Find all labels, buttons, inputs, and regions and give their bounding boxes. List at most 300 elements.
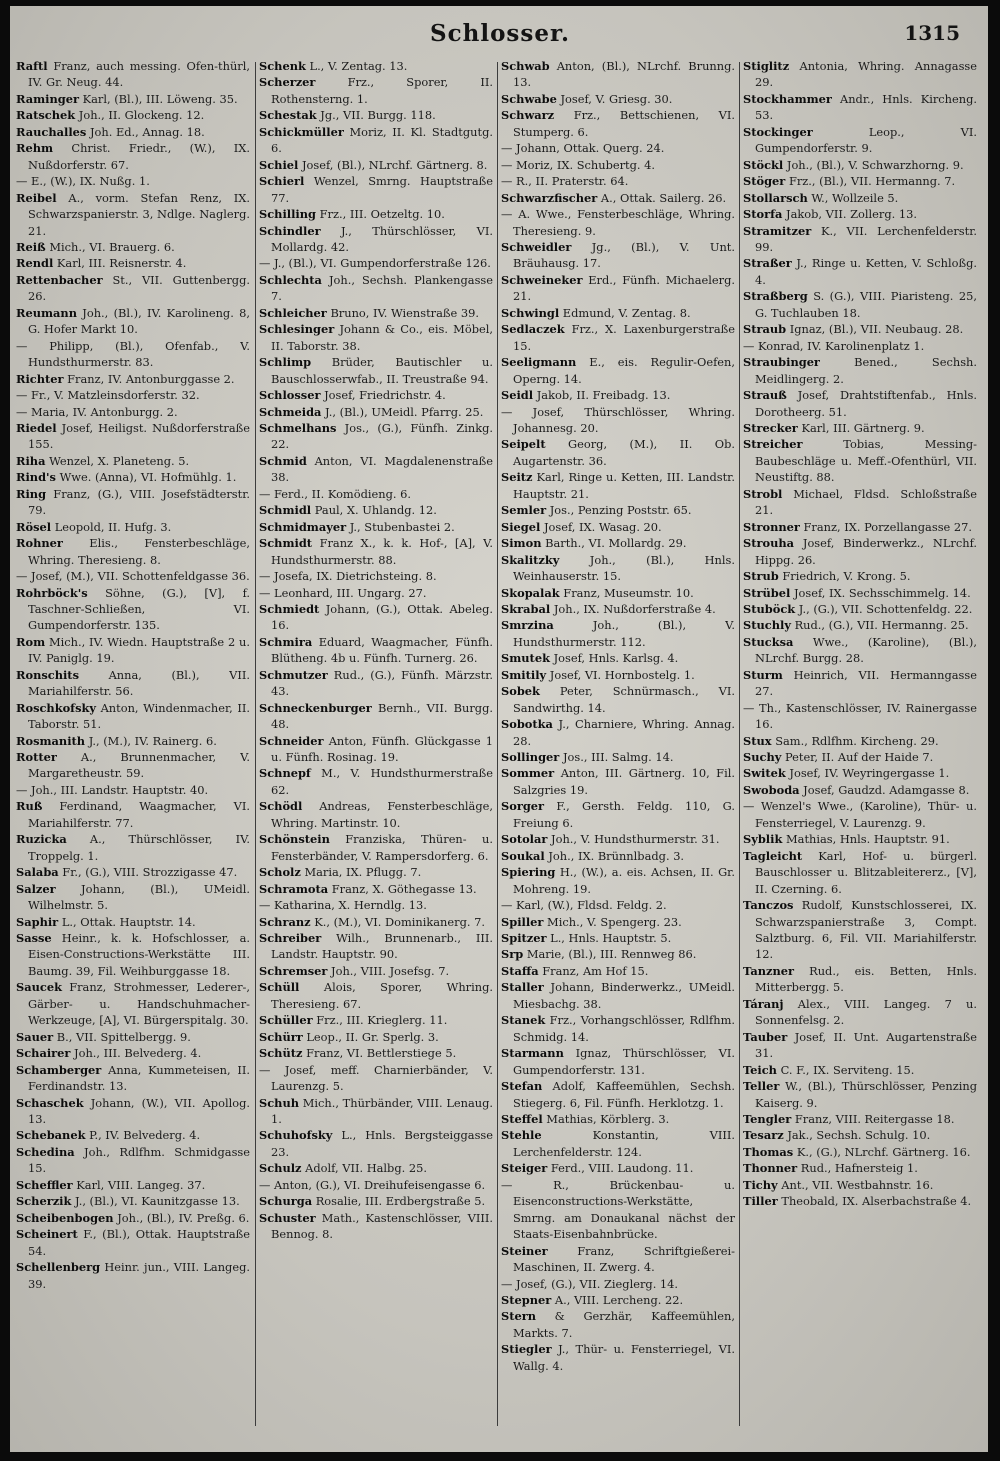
directory-entry xyxy=(16,864,250,880)
directory-entry xyxy=(501,519,735,535)
entry-details: Karl, VIII. Langeg. 37. xyxy=(76,1177,206,1192)
entry-name: Smitily xyxy=(501,667,547,682)
directory-entry xyxy=(501,206,735,239)
entry-name: Schürr xyxy=(259,1029,303,1044)
directory-entry xyxy=(743,255,977,288)
directory-entry xyxy=(16,1177,250,1193)
directory-entry xyxy=(16,1259,250,1292)
directory-page xyxy=(10,6,988,1452)
entry-name: Sorger xyxy=(501,799,545,814)
directory-entry xyxy=(259,58,493,74)
entry-name: Srp xyxy=(501,947,524,962)
entry-details: B., VII. Spittelbergg. 9. xyxy=(56,1029,191,1044)
directory-entry xyxy=(501,190,735,206)
entry-details: Josef, VI. Hornbostelg. 1. xyxy=(549,667,695,682)
entry-name: Tengler xyxy=(743,1112,792,1126)
entry-name: Schleicher xyxy=(259,305,327,320)
entry-name: Schuh xyxy=(259,1095,300,1110)
entry-details: Jg., (Bl.), V. Unt. Bräuhausg. 17. xyxy=(513,239,735,271)
entry-name: Salzer xyxy=(16,881,56,896)
directory-entry xyxy=(743,798,977,831)
entry-details: Barth., VI. Mollardg. 29. xyxy=(545,536,687,551)
directory-entry xyxy=(743,486,977,519)
entry-name: Schmidl xyxy=(259,503,312,518)
entry-name: Strub xyxy=(743,569,779,584)
entry-details: A., Brunnenmacher, V. Margaretheustr. 59. xyxy=(28,750,250,781)
entry-details: Leop., II. Gr. Sperlg. 3. xyxy=(306,1029,439,1044)
directory-entry xyxy=(16,733,250,749)
entry-details: Josef, Binderwerkz., NLrchf. Hippg. 26. xyxy=(755,536,977,567)
directory-entry xyxy=(259,568,493,584)
entry-details: Mich., Thürbänder, VIII. Lenaug. 1. xyxy=(271,1095,493,1126)
entry-details: Johann, Binderwerkz., UMeidl. Miesbachg. 38. xyxy=(513,980,735,1011)
entry-name: Reibel xyxy=(16,190,57,205)
directory-entry xyxy=(501,585,735,601)
entry-details: Heinrich, VII. Hermanngasse 27. xyxy=(755,667,977,699)
directory-entry xyxy=(501,91,735,107)
entry-name: Riedel xyxy=(16,420,57,435)
entry-details: Rud., (G.), Fünfh. Märzstr. 43. xyxy=(271,667,493,699)
directory-entry xyxy=(16,1226,250,1259)
entry-details: Karl, III. Reisnerstr. 4. xyxy=(56,256,187,271)
entry-name: Straub xyxy=(743,322,787,337)
entry-details: — Katharina, X. Herndlg. 13. xyxy=(259,898,427,913)
entry-details: — Anton, (G.), VI. Dreihufeisengasse 6. xyxy=(259,1177,486,1192)
entry-details: Andreas, Fensterbeschläge, Whring. Martinstr. 10. xyxy=(271,799,493,830)
directory-entry xyxy=(259,157,493,173)
entry-details: J., Thür- u. Fensterriegel, VI. Wallg. 4. xyxy=(513,1342,735,1373)
directory-entry xyxy=(16,585,250,634)
entry-name: Teich xyxy=(743,1062,777,1077)
directory-entry xyxy=(743,996,977,1029)
directory-entry xyxy=(501,321,735,354)
entry-details: Frz., X. Laxenburgerstraße 15. xyxy=(513,322,735,353)
entry-details: Marie, (Bl.), III. Rennweg 86. xyxy=(526,947,697,962)
directory-entry xyxy=(501,848,735,864)
directory-entry xyxy=(16,255,250,271)
directory-entry xyxy=(16,831,250,864)
entry-details: P., IV. Belvederg. 4. xyxy=(89,1128,201,1143)
entry-details: Frz., III. Oetzeltg. 10. xyxy=(319,207,445,222)
directory-entry xyxy=(501,272,735,305)
entry-details: L., Hnls. Hauptstr. 5. xyxy=(550,931,672,946)
entry-name: Schweidler xyxy=(501,239,572,254)
entry-details: H., (W.), a. eis. Achsen, II. Gr. Mohreng. 19. xyxy=(513,865,735,896)
directory-entry xyxy=(743,782,977,798)
entry-details: Mich., VI. Brauerg. 6. xyxy=(49,239,175,254)
entry-details: Bened., Sechsh. Meidlingerg. 2. xyxy=(755,355,977,386)
entry-name: Scheinert xyxy=(16,1227,78,1242)
directory-entry xyxy=(259,535,493,568)
entry-details: — A. Wwe., Fensterbeschläge, Whring. Theresieng. 9. xyxy=(501,207,735,238)
entry-name: Skalitzky xyxy=(501,552,560,567)
entry-details: Karl, (Bl.), III. Löweng. 35. xyxy=(82,91,238,106)
directory-entry xyxy=(259,404,493,420)
entry-details: Franz, Am Hof 15. xyxy=(542,963,649,978)
entry-name: Schlesinger xyxy=(259,322,335,337)
directory-entry xyxy=(16,140,250,173)
entry-name: Schütz xyxy=(259,1046,303,1061)
entry-name: Rendl xyxy=(16,256,54,271)
entry-name: Roschkofsky xyxy=(16,700,97,715)
directory-entry xyxy=(259,1177,493,1193)
directory-entry xyxy=(16,535,250,568)
entry-name: Schestak xyxy=(259,108,317,123)
entry-name: Schuhofsky xyxy=(259,1128,333,1143)
directory-entry xyxy=(16,1144,250,1177)
entry-details: Adolf, VII. Halbg. 25. xyxy=(305,1161,427,1176)
entry-details: Josef, Gaudzd. Adamgasse 8. xyxy=(803,782,970,797)
entry-details: Rud., eis. Betten, Hnls. Mitterbergg. 5. xyxy=(755,963,977,995)
entry-details: Karl, III. Gärtnerg. 9. xyxy=(801,420,925,435)
directory-entry xyxy=(259,1210,493,1243)
directory-entry xyxy=(16,1045,250,1061)
entry-name: Sotolar xyxy=(501,832,548,847)
directory-entry xyxy=(16,667,250,700)
directory-entry xyxy=(16,107,250,123)
entry-details: Josef, IX. Wasag. 20. xyxy=(543,519,662,534)
entry-details: Leop., VI. Gumpendorferstr. 9. xyxy=(755,124,977,156)
entry-details: Franziska, Thüren- u. Fensterbänder, V. Rampersdorferg. 6. xyxy=(271,832,493,863)
entry-name: Straßberg xyxy=(743,289,808,304)
entry-name: Stockhammer xyxy=(743,91,832,106)
entry-name: Schmiedt xyxy=(259,601,320,616)
entry-details: — Karl, (W.), Fldsd. Feldg. 2. xyxy=(501,898,667,913)
entry-details: Joh., (Bl.), IV. Preßg. 6. xyxy=(117,1210,250,1225)
entry-name: Rösel xyxy=(16,519,52,534)
entry-name: Switek xyxy=(743,766,786,781)
entry-details: Josef, Drahtstiftenfab., Hnls. Dorotheerg. 51. xyxy=(755,388,977,419)
entry-name: Tagleicht xyxy=(743,848,803,863)
entry-details: L., Ottak. Hauptstr. 14. xyxy=(61,914,196,929)
entry-name: Ruß xyxy=(16,799,43,814)
directory-entry xyxy=(16,453,250,469)
entry-name: Sommer xyxy=(501,766,555,781)
entry-details: Jos., (G.), Fünfh. Zinkg. 22. xyxy=(271,420,493,452)
entry-name: Stehle xyxy=(501,1128,542,1143)
directory-entry xyxy=(743,387,977,420)
entry-name: Seidl xyxy=(501,388,534,403)
entry-name: Tanczos xyxy=(743,898,794,913)
directory-entry xyxy=(501,946,735,962)
directory-entry xyxy=(501,140,735,156)
entry-name: Stockinger xyxy=(743,124,813,139)
entry-details: Frz., Bettschienen, VI. Stumperg. 6. xyxy=(513,108,735,139)
directory-entry xyxy=(501,404,735,437)
entry-name: Teller xyxy=(743,1079,780,1094)
directory-entry xyxy=(16,881,250,914)
entry-details: Elis., Fensterbeschläge, Whring. Theresieng. 8. xyxy=(28,536,250,567)
entry-name: Schairer xyxy=(16,1046,71,1061)
entry-name: Schmeida xyxy=(259,404,322,419)
entry-name: Salaba xyxy=(16,865,59,880)
entry-name: Schüll xyxy=(259,980,300,995)
entry-details: Brüder, Bautischler u. Bauschlosserwfab., II. Treustraße 94. xyxy=(271,355,493,386)
entry-name: Táranj xyxy=(743,996,784,1011)
entry-details: Johann, (G.), Ottak. Abeleg. 16. xyxy=(271,601,493,633)
entry-details: Theobald, IX. Alserbachstraße 4. xyxy=(781,1194,972,1209)
entry-details: Peter, Schnürmasch., VI. Sandwirthg. 14. xyxy=(513,684,735,715)
directory-entry xyxy=(259,305,493,321)
column-divider xyxy=(497,62,498,1426)
directory-entry xyxy=(743,831,977,847)
entry-details: Heinr., k. k. Hofschlosser, a. Eisen-Constructions-Werkstätte III. Baumg. 39, Fil. Weihburggasse 18. xyxy=(28,931,250,978)
entry-details: Leopold, II. Hufg. 3. xyxy=(54,519,172,534)
entry-name: Stollarsch xyxy=(743,190,808,205)
directory-entry xyxy=(259,223,493,256)
entry-name: Saphir xyxy=(16,914,59,929)
directory-entry xyxy=(16,338,250,371)
entry-details: Mathias, Körblerg. 3. xyxy=(546,1112,670,1126)
entry-name: Schranz xyxy=(259,914,311,929)
directory-entry xyxy=(16,173,250,189)
directory-entry xyxy=(743,157,977,173)
entry-details: — Josef, Thürschlösser, Whring. Johannesg. 20. xyxy=(501,404,735,435)
directory-entry xyxy=(259,897,493,913)
directory-entry xyxy=(16,91,250,107)
entry-details: — Philipp, (Bl.), Ofenfab., V. Hundsthurmerstr. 83. xyxy=(16,338,250,370)
entry-details: J., (G.), VII. Schottenfeldg. 22. xyxy=(798,601,973,616)
directory-entry xyxy=(16,58,250,91)
entry-name: Tichy xyxy=(743,1177,778,1192)
entry-details: Josef, V. Griesg. 30. xyxy=(560,91,673,106)
entry-name: Rotter xyxy=(16,750,57,765)
entry-details: Joh., Rdlfhm. Schmidgasse 15. xyxy=(28,1144,250,1176)
directory-entry xyxy=(501,831,735,847)
column-divider xyxy=(739,62,740,1426)
directory-entry xyxy=(16,700,250,733)
entry-name: Steiger xyxy=(501,1161,548,1176)
entry-details: W., (Bl.), Thürschlösser, Penzing Kaiserg. 9. xyxy=(755,1079,977,1110)
entry-name: Siegel xyxy=(501,519,541,534)
entry-details: Paul, X. Uhlandg. 12. xyxy=(314,503,437,518)
entry-name: Schramota xyxy=(259,881,329,896)
directory-entry xyxy=(16,124,250,140)
directory-entry xyxy=(16,1127,250,1143)
entry-name: Strübel xyxy=(743,585,791,600)
directory-entry xyxy=(501,617,735,650)
directory-entry xyxy=(501,716,735,749)
entry-details: K., VII. Lerchenfelderstr. 99. xyxy=(755,223,977,254)
entry-details: Friedrich, V. Krong. 5. xyxy=(782,569,911,584)
directory-entry xyxy=(16,782,250,798)
entry-details: Georg, (M.), II. Ob. Augartenstr. 36. xyxy=(513,437,735,468)
entry-name: Semler xyxy=(501,503,547,518)
directory-entry xyxy=(16,371,250,387)
directory-entry xyxy=(259,321,493,354)
directory-entry xyxy=(259,585,493,601)
entry-details: Frz., III. Krieglerg. 11. xyxy=(316,1013,448,1028)
page-title: Schlosser. xyxy=(430,20,570,47)
entry-name: Rauchalles xyxy=(16,124,87,139)
entry-name: Rettenbacher xyxy=(16,272,103,287)
entry-name: Skopalak xyxy=(501,585,560,600)
entry-details: Ignaz, (Bl.), VII. Neubaug. 28. xyxy=(789,322,964,337)
entry-details: Wilh., Brunnenarb., III. Landstr. Hauptstr. 90. xyxy=(271,931,493,962)
entry-name: Smrzina xyxy=(501,618,554,633)
entry-details: Joh., IX. Nußdorferstraße 4. xyxy=(553,601,716,616)
directory-entry xyxy=(501,963,735,979)
entry-name: Schaschek xyxy=(16,1095,84,1110)
directory-entry xyxy=(743,1177,977,1193)
entry-name: Sauer xyxy=(16,1029,54,1044)
entry-details: — Leonhard, III. Ungarg. 27. xyxy=(259,585,427,600)
entry-name: Schebanek xyxy=(16,1128,86,1143)
directory-entry xyxy=(743,585,977,601)
directory-entry xyxy=(259,930,493,963)
entry-details: J., Charniere, Whring. Annag. 28. xyxy=(513,717,735,748)
directory-entry xyxy=(259,502,493,518)
directory-entry xyxy=(259,420,493,453)
directory-entry xyxy=(743,1029,977,1062)
entry-name: Rom xyxy=(16,634,46,649)
directory-entry xyxy=(743,667,977,700)
entry-name: Straßer xyxy=(743,256,792,271)
entry-name: Stiegler xyxy=(501,1342,552,1357)
directory-entry xyxy=(259,700,493,733)
entry-name: Schwarzfischer xyxy=(501,190,598,205)
entry-details: Franz, X. Göthegasse 13. xyxy=(331,881,477,896)
directory-entry xyxy=(16,979,250,1028)
directory-entry xyxy=(743,1160,977,1176)
entry-details: Joh., (Bl.), IV. Karolineng. 8, G. Hofer Markt 10. xyxy=(28,305,250,337)
directory-entry xyxy=(743,223,977,256)
entry-details: — Fr., V. Matzleinsdorferstr. 32. xyxy=(16,388,200,403)
entry-details: Wwe., (Karoline), (Bl.), NLrchf. Burgg. 28. xyxy=(755,634,977,666)
entry-details: Mich., V. Spengerg. 23. xyxy=(547,914,682,929)
column-divider xyxy=(255,62,256,1426)
directory-entry xyxy=(501,650,735,666)
entry-details: — Joh., III. Landstr. Hauptstr. 40. xyxy=(16,782,209,797)
directory-entry xyxy=(16,239,250,255)
directory-entry xyxy=(259,881,493,897)
entry-name: Skrabal xyxy=(501,601,551,616)
entry-name: Schurga xyxy=(259,1194,313,1209)
entry-details: Josef, Friedrichstr. 4. xyxy=(324,388,446,403)
entry-name: Schmira xyxy=(259,634,313,649)
directory-entry xyxy=(501,914,735,930)
directory-entry xyxy=(16,1210,250,1226)
directory-entry xyxy=(501,1276,735,1292)
directory-entry xyxy=(743,601,977,617)
entry-details: Franz X., k. k. Hof-, [A], V. Hundsthurmerstr. 88. xyxy=(271,536,493,567)
entry-details: Wwe. (Anna), VI. Hofmühlg. 1. xyxy=(59,470,237,485)
entry-name: Riha xyxy=(16,453,46,468)
directory-entry xyxy=(743,617,977,633)
directory-entry xyxy=(501,864,735,897)
entry-name: Schmelhans xyxy=(259,420,337,435)
entry-details: Michael, Fldsd. Schloßstraße 21. xyxy=(755,486,977,518)
entry-name: Sobotka xyxy=(501,717,553,732)
entry-name: Suchy xyxy=(743,750,782,765)
entry-name: Reumann xyxy=(16,305,77,320)
entry-details: Wenzel, Smrng. Hauptstraße 77. xyxy=(271,174,493,205)
directory-entry xyxy=(16,1095,250,1128)
directory-entry xyxy=(259,124,493,157)
directory-entry xyxy=(501,173,735,189)
directory-entry xyxy=(259,1127,493,1160)
entry-name: Schierl xyxy=(259,174,305,189)
directory-entry xyxy=(501,535,735,551)
entry-details: Frz., Vorhangschlösser, Rdlfhm. Schmidg. 14. xyxy=(513,1013,735,1044)
entry-details: St., VII. Guttenbergg. 26. xyxy=(28,272,250,304)
entry-details: Rosalie, III. Erdbergstraße 5. xyxy=(315,1194,486,1209)
entry-name: Schenk xyxy=(259,59,306,73)
entry-details: J., (Bl.), UMeidl. Pfarrg. 25. xyxy=(325,404,484,419)
directory-entry xyxy=(501,502,735,518)
entry-name: Schneider xyxy=(259,733,324,748)
entry-details: A., Thürschlösser, IV. Troppelg. 1. xyxy=(28,832,250,863)
entry-details: Johann, (W.), VII. Apollog. 13. xyxy=(28,1095,250,1126)
entry-name: Strauß xyxy=(743,388,787,403)
directory-entry xyxy=(259,979,493,1012)
directory-entry xyxy=(16,634,250,667)
directory-entry xyxy=(743,354,977,387)
directory-entry xyxy=(259,1062,493,1095)
entry-name: Schulz xyxy=(259,1161,302,1176)
entry-details: — Josef, (G.), VII. Zieglerg. 14. xyxy=(501,1276,679,1291)
directory-entry xyxy=(259,486,493,502)
entry-details: Christ. Friedr., (W.), IX. Nußdorferstr. 67. xyxy=(28,141,250,172)
entry-details: Jakob, VII. Zollerg. 13. xyxy=(786,207,918,222)
entry-name: Schremser xyxy=(259,963,328,978)
directory-entry xyxy=(501,1177,735,1243)
directory-entry xyxy=(259,1029,493,1045)
entry-name: Stux xyxy=(743,733,772,748)
entry-name: Schuster xyxy=(259,1210,316,1225)
entry-name: Seipelt xyxy=(501,437,546,452)
entry-details: Ant., VII. Westbahnstr. 16. xyxy=(781,1177,934,1192)
entry-name: Storfa xyxy=(743,207,783,222)
entry-name: Streicher xyxy=(743,437,803,452)
directory-entry xyxy=(259,519,493,535)
directory-entry xyxy=(259,1012,493,1028)
entry-name: Ronschits xyxy=(16,667,79,682)
entry-name: Schindler xyxy=(259,223,321,238)
entry-details: Joh., II. Glockeng. 12. xyxy=(78,108,205,123)
entry-details: Josef, II. Unt. Augartenstraße 31. xyxy=(755,1029,977,1061)
entry-details: Anton, (Bl.), NLrchf. Brunng. 13. xyxy=(513,59,735,90)
directory-entry xyxy=(743,124,977,157)
entry-name: Spiering xyxy=(501,865,556,880)
directory-entry xyxy=(16,420,250,453)
entry-details: J., Stubenbastei 2. xyxy=(349,519,455,534)
entry-details: Frz., Sporer, II. Rothensterng. 1. xyxy=(271,75,493,106)
entry-details: — Moriz, IX. Schubertg. 4. xyxy=(501,157,656,172)
directory-entry xyxy=(743,1078,977,1111)
entry-name: Seeligmann xyxy=(501,355,577,370)
directory-entry xyxy=(259,601,493,634)
directory-entry xyxy=(501,765,735,798)
entry-details: Maria, IX. Pflugg. 7. xyxy=(304,865,422,880)
entry-details: Josef, Hnls. Karlsg. 4. xyxy=(553,651,679,666)
entry-name: Schiel xyxy=(259,157,299,172)
entry-details: J., (Bl.), VI. Kaunitzgasse 13. xyxy=(75,1194,240,1209)
entry-name: Stefan xyxy=(501,1079,543,1094)
entry-details: Karl, Hof- u. bürgerl. Bauschlosser u. Blitzableitererz., [V], II. Czerning. 6. xyxy=(755,848,977,896)
entry-details: — Johann, Ottak. Querg. 24. xyxy=(501,141,665,156)
entry-details: Joh., III. Belvederg. 4. xyxy=(74,1046,202,1061)
directory-entry xyxy=(743,436,977,485)
entry-details: Frz., (Bl.), VII. Hermanng. 7. xyxy=(788,174,956,189)
entry-name: Ruzicka xyxy=(16,832,67,847)
directory-entry xyxy=(16,1193,250,1209)
directory-entry xyxy=(16,798,250,831)
entry-details: Fr., (G.), VIII. Strozzigasse 47. xyxy=(62,865,238,880)
entry-details: Josef, Heiligst. Nußdorferstraße 155. xyxy=(28,420,250,452)
entry-details: Joh., VIII. Josefsg. 7. xyxy=(331,963,450,978)
entry-name: Saucek xyxy=(16,980,62,995)
